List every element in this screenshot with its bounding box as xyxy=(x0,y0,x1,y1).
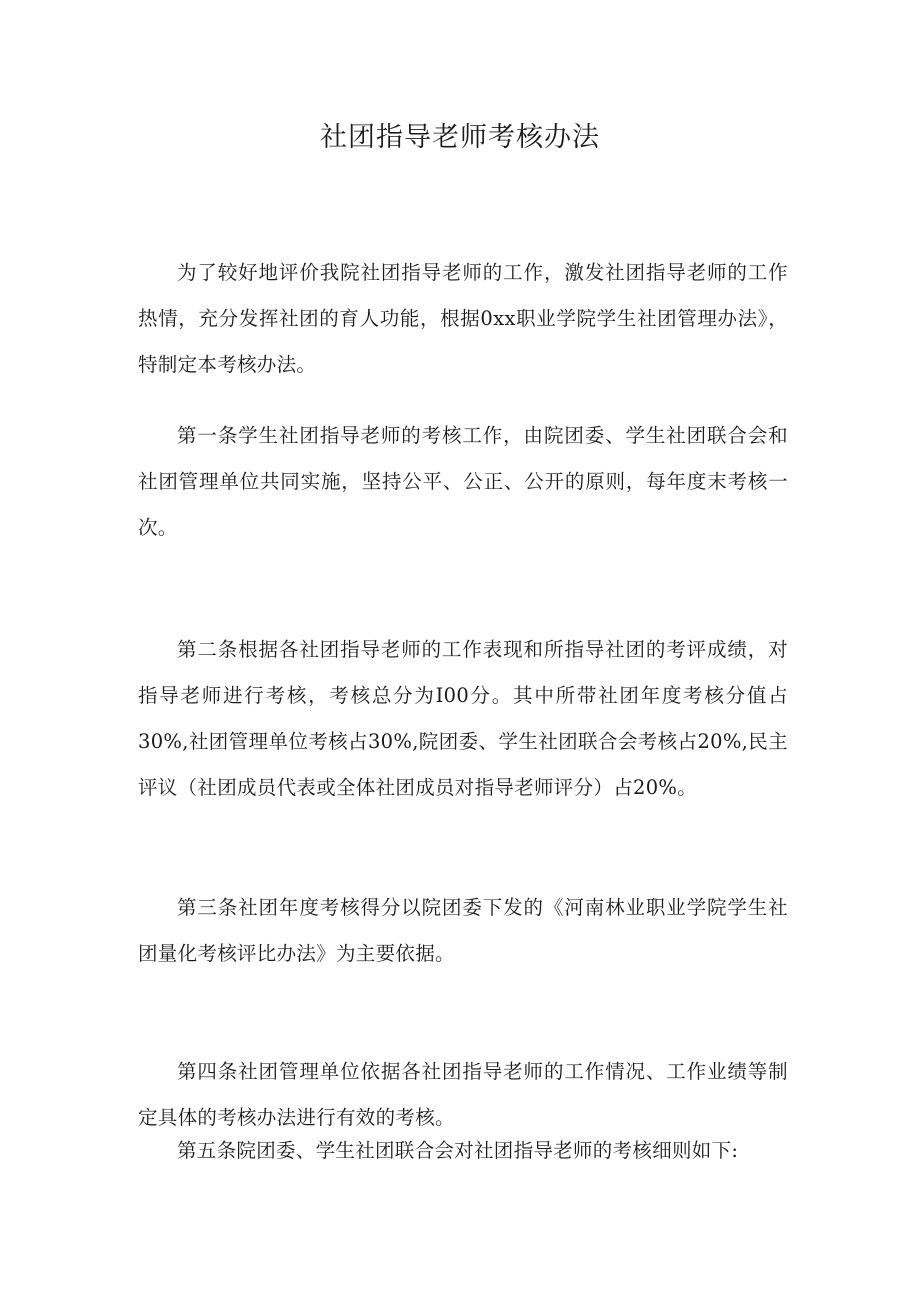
article-1-paragraph: 第一条学生社团指导老师的考核工作，由院团委、学生社团联合会和社团管理单位共同实施，坚持公平、公正、公开的原则，每年度末考核一次。 xyxy=(138,424,788,539)
article-3-paragraph: 第三条社团年度考核得分以院团委下发的《河南林业职业学院学生社团量化考核评比办法》为主要依据。 xyxy=(138,896,788,965)
article-5-paragraph: 第五条院团委、学生社团联合会对社团指导老师的考核细则如下: xyxy=(177,1139,739,1162)
intro-paragraph: 为了较好地评价我院社团指导老师的工作，激发社团指导老师的工作热情，充分发挥社团的育人功能，根据0xx职业学院学生社团管理办法》，特制定本考核办法。 xyxy=(138,261,788,376)
document-title: 社团指导老师考核办法 xyxy=(320,122,600,153)
article-4-paragraph: 第四条社团管理单位依据各社团指导老师的工作情况、工作业绩等制定具体的考核办法进行有效的考核。 xyxy=(138,1060,788,1129)
article-2-paragraph: 第二条根据各社团指导老师的工作表现和所指导社团的考评成绩，对指导老师进行考核，考核总分为I00分。其中所带社团年度考核分值占30%,社团管理单位考核占30%,院团委、学生社团联合会考核占20%,民主评议（社团成员代表或全体社团成员对指导老师评分）占20%。 xyxy=(138,638,788,799)
